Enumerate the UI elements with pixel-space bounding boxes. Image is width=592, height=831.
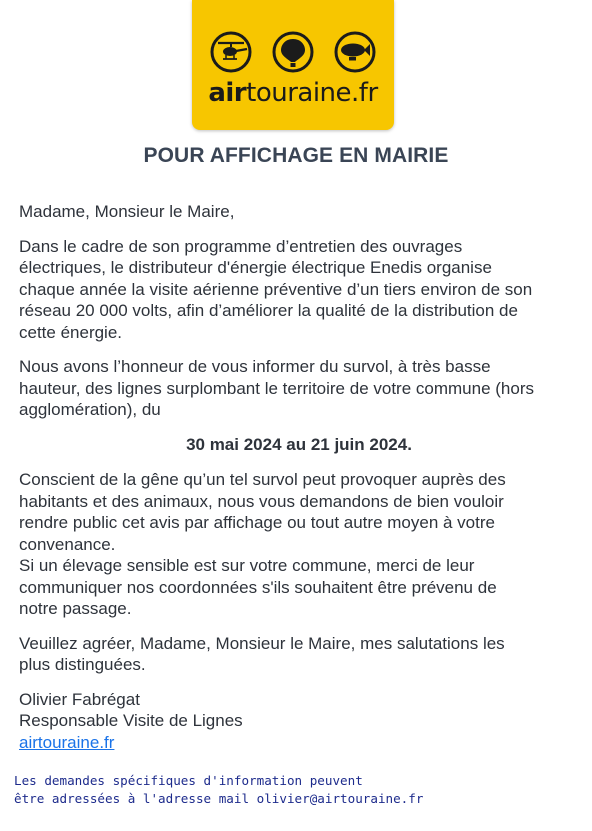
paragraph-line: hauteur, des lignes surplombant le territoire de votre commune (hors	[19, 378, 534, 398]
survey-dates: 30 mai 2024 au 21 juin 2024.	[186, 434, 412, 454]
footer-line: Les demandes spécifiques d'information peuvent	[14, 773, 363, 788]
paragraph-line: rendre public cet avis par affichage ou tout autre moyen à votre	[19, 513, 495, 532]
signature-name: Olivier Fabrégat	[19, 689, 140, 709]
paragraph-line: convenance.	[19, 534, 116, 554]
paragraph-line: Veuillez agréer, Madame, Monsieur le Maire, mes salutations les	[19, 633, 505, 653]
paragraph-request	[19, 469, 579, 620]
paragraph-line: plus distinguées.	[19, 655, 146, 674]
paragraph-line: habitants et des animaux, nous vous demandons de bien vouloir	[19, 491, 504, 511]
letter-body	[19, 201, 579, 753]
balloon-icon	[274, 33, 312, 71]
paragraph-line: Conscient de la gêne qu’un tel survol peut provoquer auprès des	[19, 470, 506, 489]
helicopter-icon	[212, 33, 250, 71]
logo-wordmark	[192, 78, 394, 108]
page-title: POUR AFFICHAGE EN MAIRIE	[143, 144, 449, 167]
paragraph-line: réseau 20 000 volts, afin d’améliorer la qualité de la distribution de	[19, 301, 518, 320]
signature-block	[19, 689, 579, 754]
paragraph-line: communiquer nos coordonnées s'ils souhaitent être prévenu de	[19, 577, 497, 597]
paragraph-line: chaque année la visite aérienne préventive d’un tiers environ de son	[19, 279, 533, 299]
paragraph-line: Nous avons l’honneur de vous informer du survol, à très basse	[19, 357, 491, 376]
paragraph-line: notre passage.	[19, 599, 132, 618]
logo-wordmark-air: air	[208, 78, 247, 108]
footer-line: être adressées à l'adresse mail olivier@airtouraine.fr	[14, 791, 424, 806]
paragraph-closing	[19, 633, 579, 676]
signature-role: Responsable Visite de Lignes	[19, 711, 243, 730]
salutation: Madame, Monsieur le Maire,	[19, 202, 235, 221]
paragraph-line: cette énergie.	[19, 322, 123, 342]
contact-footer	[14, 772, 584, 808]
logo-icons	[192, 28, 394, 76]
logo-wordmark-domain: touraine.fr	[246, 78, 378, 108]
paragraph-line: Dans le cadre de son programme d’entretien des ouvrages	[19, 236, 463, 256]
paragraph-intro	[19, 236, 579, 344]
paragraph-line: électriques, le distributeur d'énergie électrique Enedis organise	[19, 258, 492, 277]
paragraph-line: Si un élevage sensible est sur votre commune, merci de leur	[19, 556, 475, 575]
paragraph-notice	[19, 356, 579, 421]
website-link[interactable]: airtouraine.fr	[19, 732, 115, 752]
paragraph-line: agglomération), du	[19, 400, 161, 419]
airtouraine-logo	[192, 0, 394, 130]
airship-icon	[336, 33, 374, 71]
